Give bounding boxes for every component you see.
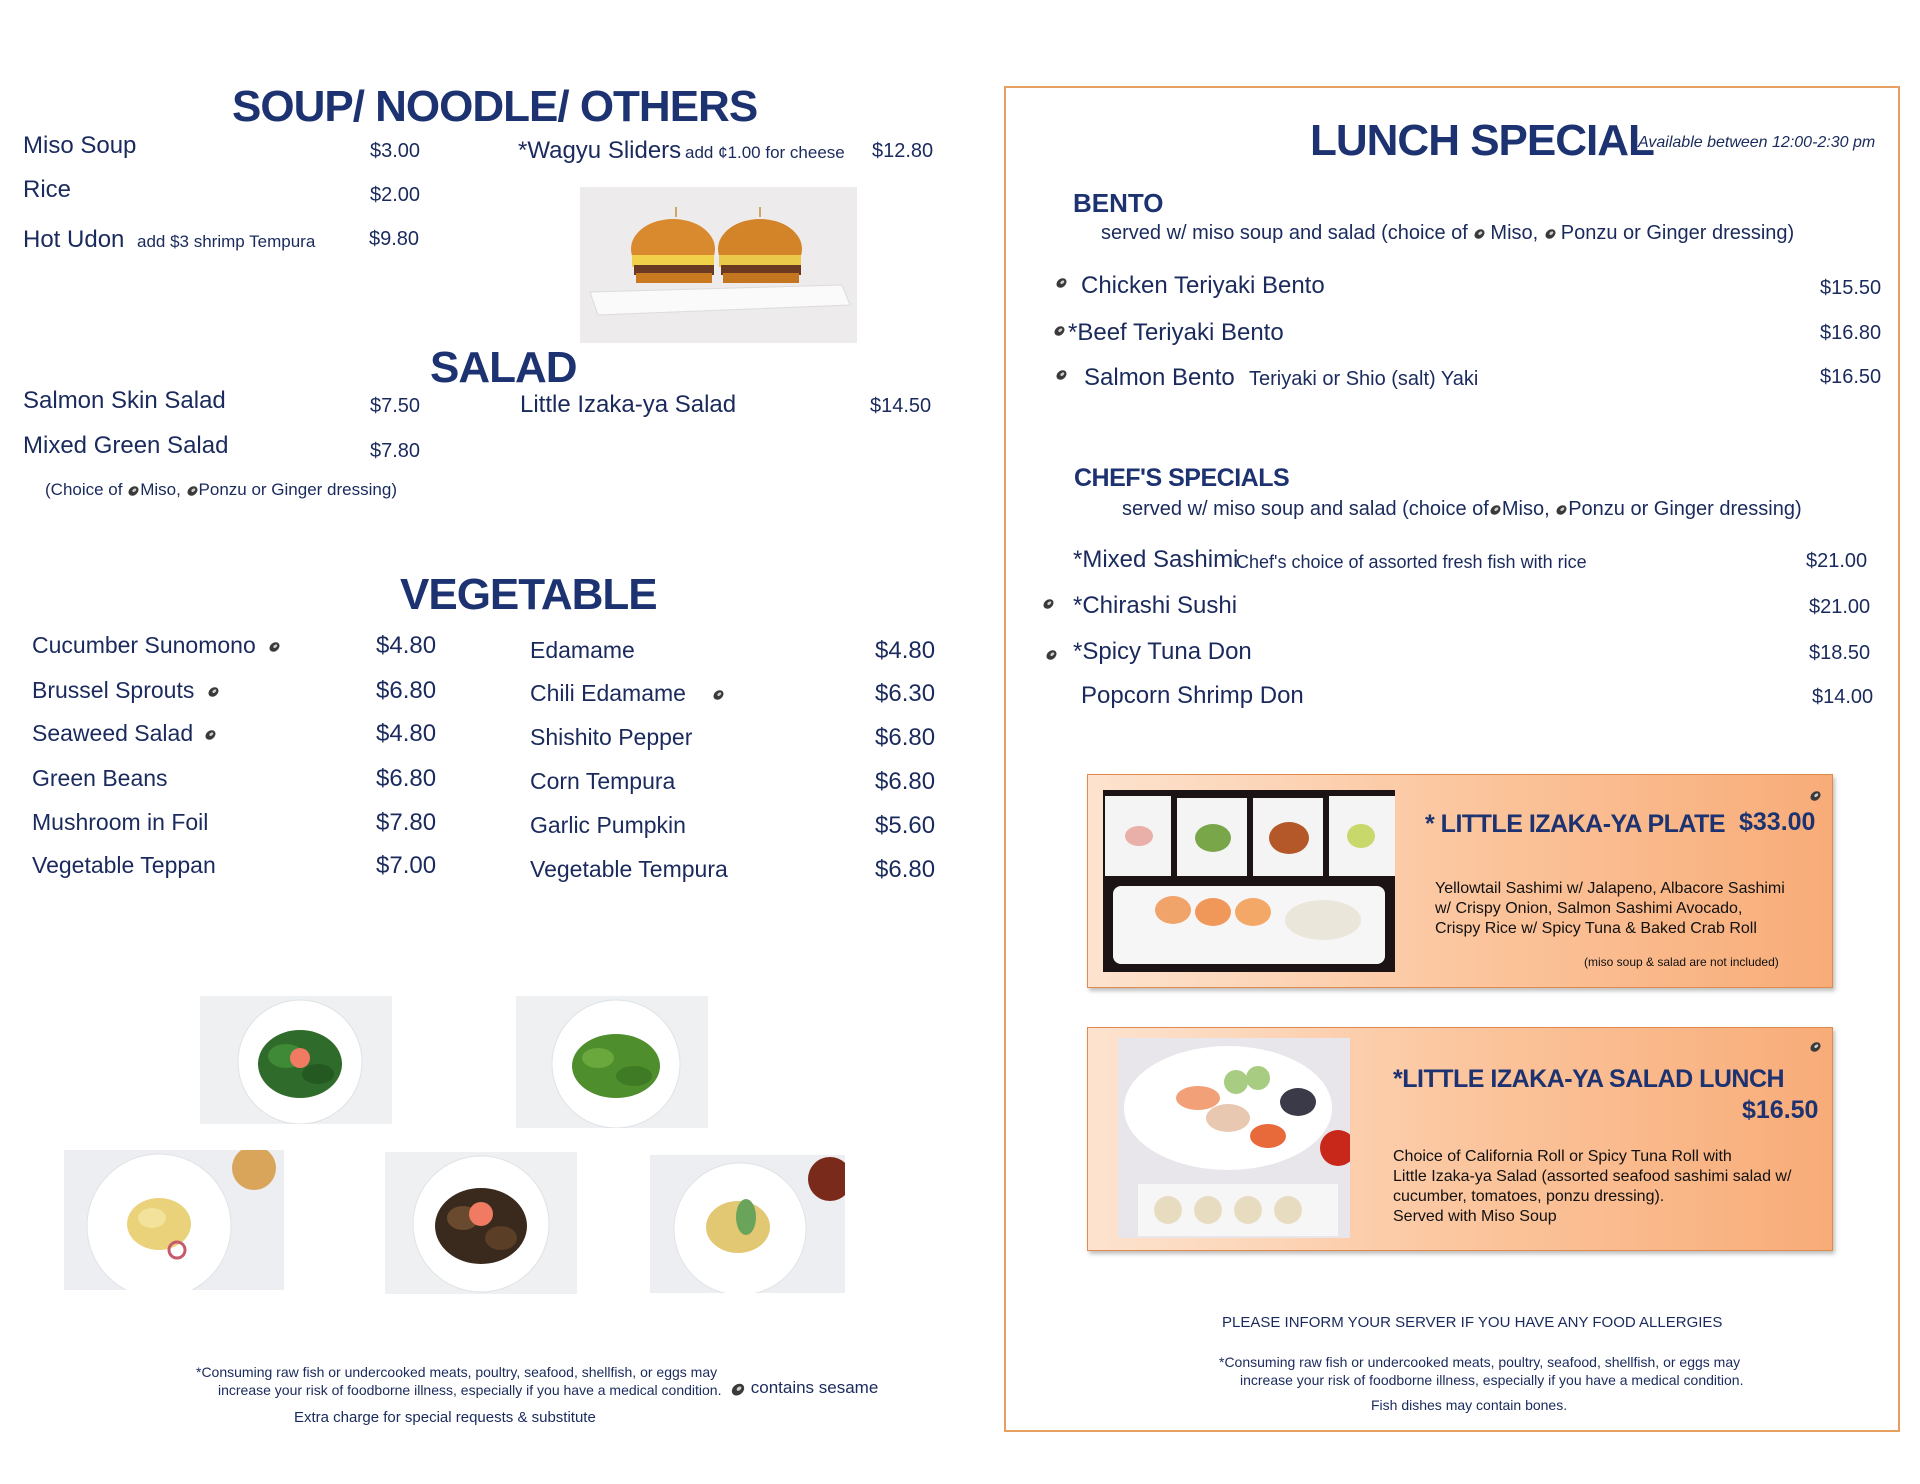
salad-lunch-title: *LITTLE IZAKA-YA SALAD LUNCH: [1393, 1065, 1785, 1093]
subtitle-text: Ponzu or Ginger dressing): [1560, 222, 1795, 244]
menu-item-price: $3.00: [370, 140, 421, 162]
menu-item-name: Salmon Skin Salad: [23, 387, 226, 414]
raw-fish-warning: *Consuming raw fish or undercooked meats, poultry, seafood, shellfish, or eggs may: [196, 1364, 718, 1380]
menu-item-name: Mixed Green Salad: [23, 432, 229, 459]
subtitle-text: Miso,: [1490, 222, 1544, 244]
chefs-subtitle: [1122, 498, 1802, 521]
menu-item-name: *Spicy Tuna Don: [1073, 638, 1252, 665]
menu-item-name: Rice: [23, 176, 72, 203]
menu-item-name: Vegetable Tempura: [530, 856, 728, 882]
menu-item-price: $6.80: [875, 856, 936, 883]
lunch-special-title: LUNCH SPECIAL: [1310, 116, 1654, 165]
sesame-icon: [204, 728, 217, 741]
menu-item-name: Mushroom in Foil: [32, 809, 209, 835]
menu-item-name: Vegetable Teppan: [32, 852, 216, 878]
menu-item-price: $4.80: [376, 720, 437, 747]
menu-item-price: $16.50: [1820, 366, 1882, 388]
menu-item-price: $7.80: [376, 809, 437, 836]
menu-item-name: Hot Udon: [23, 226, 125, 253]
dressing-text: Miso,: [140, 480, 186, 499]
menu-item-price: $6.80: [875, 724, 936, 751]
menu-item-name: *Chirashi Sushi: [1073, 592, 1238, 619]
fish-bones-note: Fish dishes may contain bones.: [1371, 1397, 1568, 1413]
sesame-icon: [186, 484, 199, 497]
menu-item-price: $7.80: [370, 440, 421, 462]
sesame-legend: [730, 1378, 878, 1398]
menu-item-price: $15.50: [1820, 277, 1882, 299]
green-beans-photo: [200, 996, 392, 1124]
menu-item-name: Cucumber Sunomono: [32, 632, 256, 658]
izakaya-salad-lunch-card: [1087, 1027, 1833, 1251]
menu-item-price: $14.00: [1812, 686, 1874, 708]
menu-item-price: $6.30: [875, 680, 936, 707]
menu-item-price: $6.80: [875, 768, 936, 795]
salad-lunch-price: $16.50: [1742, 1096, 1819, 1124]
sesame-icon: [1055, 276, 1068, 289]
sesame-icon: [1045, 648, 1058, 661]
vegetable-tempura-photo: [650, 1155, 845, 1293]
izakaya-plate-photo: [1103, 790, 1395, 972]
sesame-icon: [1053, 324, 1066, 337]
menu-item-note: Chef's choice of assorted fresh fish with rice: [1236, 552, 1587, 572]
sesame-icon: [1489, 503, 1502, 516]
menu-item-price: $18.50: [1809, 642, 1871, 664]
corn-tempura-photo: [64, 1150, 284, 1290]
mushroom-photo: [385, 1152, 577, 1294]
subtitle-text: Miso,: [1501, 498, 1556, 520]
menu-item-price: $21.00: [1809, 596, 1871, 618]
menu-item-price: $6.80: [376, 765, 437, 792]
menu-item-price: $4.80: [875, 637, 936, 664]
menu-item-name: Edamame: [530, 637, 635, 663]
subtitle-text: served w/ miso soup and salad (choice of: [1122, 498, 1489, 520]
menu-item-note: add ¢1.00 for cheese: [685, 143, 845, 162]
sesame-icon: [1809, 1040, 1822, 1053]
sesame-icon: [207, 685, 220, 698]
plate-price: $33.00: [1739, 808, 1816, 836]
menu-item-price: $6.80: [376, 677, 437, 704]
menu-item-name: Chicken Teriyaki Bento: [1081, 272, 1325, 299]
salad-lunch-photo: [1118, 1038, 1350, 1238]
menu-item-name: Green Beans: [32, 765, 168, 791]
menu-item-name: *Beef Teriyaki Bento: [1068, 319, 1284, 346]
menu-item-name: Seaweed Salad: [32, 720, 194, 746]
menu-item-name: Chili Edamame: [530, 680, 686, 706]
sesame-icon: [712, 688, 725, 701]
allergy-notice: PLEASE INFORM YOUR SERVER IF YOU HAVE ANY FOOD ALLERGIES: [1222, 1314, 1723, 1331]
sesame-legend-text: contains sesame: [750, 1378, 879, 1397]
menu-item-note: add $3 shrimp Tempura: [137, 232, 316, 251]
menu-item-price: $16.80: [1820, 322, 1882, 344]
menu-item-name: Miso Soup: [23, 132, 137, 159]
sesame-icon: [730, 1381, 746, 1397]
sesame-icon: [1809, 789, 1822, 802]
vegetable-heading: VEGETABLE: [400, 570, 657, 619]
menu-item-price: $7.50: [370, 395, 421, 417]
menu-item-price: $9.80: [369, 228, 420, 250]
menu-item: [32, 632, 281, 659]
subtitle-text: served w/ miso soup and salad (choice of: [1101, 222, 1474, 244]
sesame-icon: [127, 484, 140, 497]
menu-item-name: Shishito Pepper: [530, 724, 693, 750]
salad-dressing-note: [45, 480, 397, 500]
sesame-icon: [1544, 227, 1557, 240]
salad-lunch-desc: cucumber, tomatoes, ponzu dressing).: [1393, 1188, 1665, 1205]
salad-lunch-desc: Little Izaka-ya Salad (assorted seafood sashimi salad w/: [1393, 1168, 1792, 1185]
menu-item-price: $2.00: [370, 184, 421, 206]
menu-item-name: *Wagyu Sliders: [518, 137, 682, 164]
dressing-text: (Choice of: [45, 480, 128, 499]
menu-item-price: $7.00: [376, 852, 437, 879]
menu-item-name: Brussel Sprouts: [32, 677, 195, 703]
izakaya-plate-card: [1087, 774, 1833, 988]
sesame-icon: [1555, 503, 1568, 516]
raw-fish-warning: increase your risk of foodborne illness, especially if you have a medical condition.: [218, 1382, 722, 1398]
menu-item-price: $5.60: [875, 812, 936, 839]
menu-item-name: Garlic Pumpkin: [530, 812, 686, 838]
menu-item-price: $14.50: [870, 395, 932, 417]
wagyu-sliders-photo: [580, 187, 857, 343]
plate-note: (miso soup & salad are not included): [1584, 955, 1779, 969]
menu-item: [32, 720, 217, 747]
menu-item-name: Popcorn Shrimp Don: [1081, 682, 1304, 709]
raw-fish-warning: *Consuming raw fish or undercooked meats, poultry, seafood, shellfish, or eggs may: [1219, 1354, 1741, 1370]
menu-item-name: Corn Tempura: [530, 768, 676, 794]
bento-subtitle: [1101, 222, 1794, 245]
menu-item-price: $4.80: [376, 632, 437, 659]
bento-heading: BENTO: [1073, 188, 1164, 218]
plate-title: * LITTLE IZAKA-YA PLATE: [1425, 810, 1726, 838]
menu-item-name: Little Izaka-ya Salad: [520, 391, 737, 418]
availability-note: Available between 12:00-2:30 pm: [1638, 134, 1876, 151]
dressing-text: Ponzu or Ginger dressing): [198, 480, 397, 499]
menu-item-price: $12.80: [872, 140, 934, 162]
extra-charge-note: Extra charge for special requests & substitute: [294, 1409, 596, 1426]
sesame-icon: [1473, 227, 1486, 240]
plate-desc: Crispy Rice w/ Spicy Tuna & Baked Crab Roll: [1435, 920, 1757, 937]
raw-fish-warning: increase your risk of foodborne illness, especially if you have a medical condition.: [1240, 1372, 1744, 1388]
edamame-photo: [516, 996, 708, 1128]
menu-item-price: $21.00: [1806, 550, 1868, 572]
salad-heading: SALAD: [430, 343, 577, 392]
plate-desc: Yellowtail Sashimi w/ Jalapeno, Albacore Sashimi: [1435, 880, 1785, 897]
salad-lunch-desc: Choice of California Roll or Spicy Tuna Roll with: [1393, 1148, 1732, 1165]
subtitle-text: Ponzu or Ginger dressing): [1568, 498, 1802, 520]
sesame-icon: [268, 640, 281, 653]
sesame-icon: [1042, 597, 1055, 610]
soup-heading: SOUP/ NOODLE/ OTHERS: [232, 82, 758, 131]
chefs-specials-heading: CHEF'S SPECIALS: [1074, 464, 1290, 492]
plate-desc: w/ Crispy Onion, Salmon Sashimi Avocado,: [1435, 900, 1743, 917]
menu-item-note: Teriyaki or Shio (salt) Yaki: [1249, 368, 1479, 390]
menu-item: [530, 680, 725, 707]
salad-lunch-desc: Served with Miso Soup: [1393, 1208, 1557, 1225]
sesame-icon: [1055, 368, 1068, 381]
menu-item-name: *Mixed Sashimi: [1073, 546, 1239, 573]
menu-item: [32, 677, 220, 704]
menu-item-name: Salmon Bento: [1084, 364, 1235, 391]
